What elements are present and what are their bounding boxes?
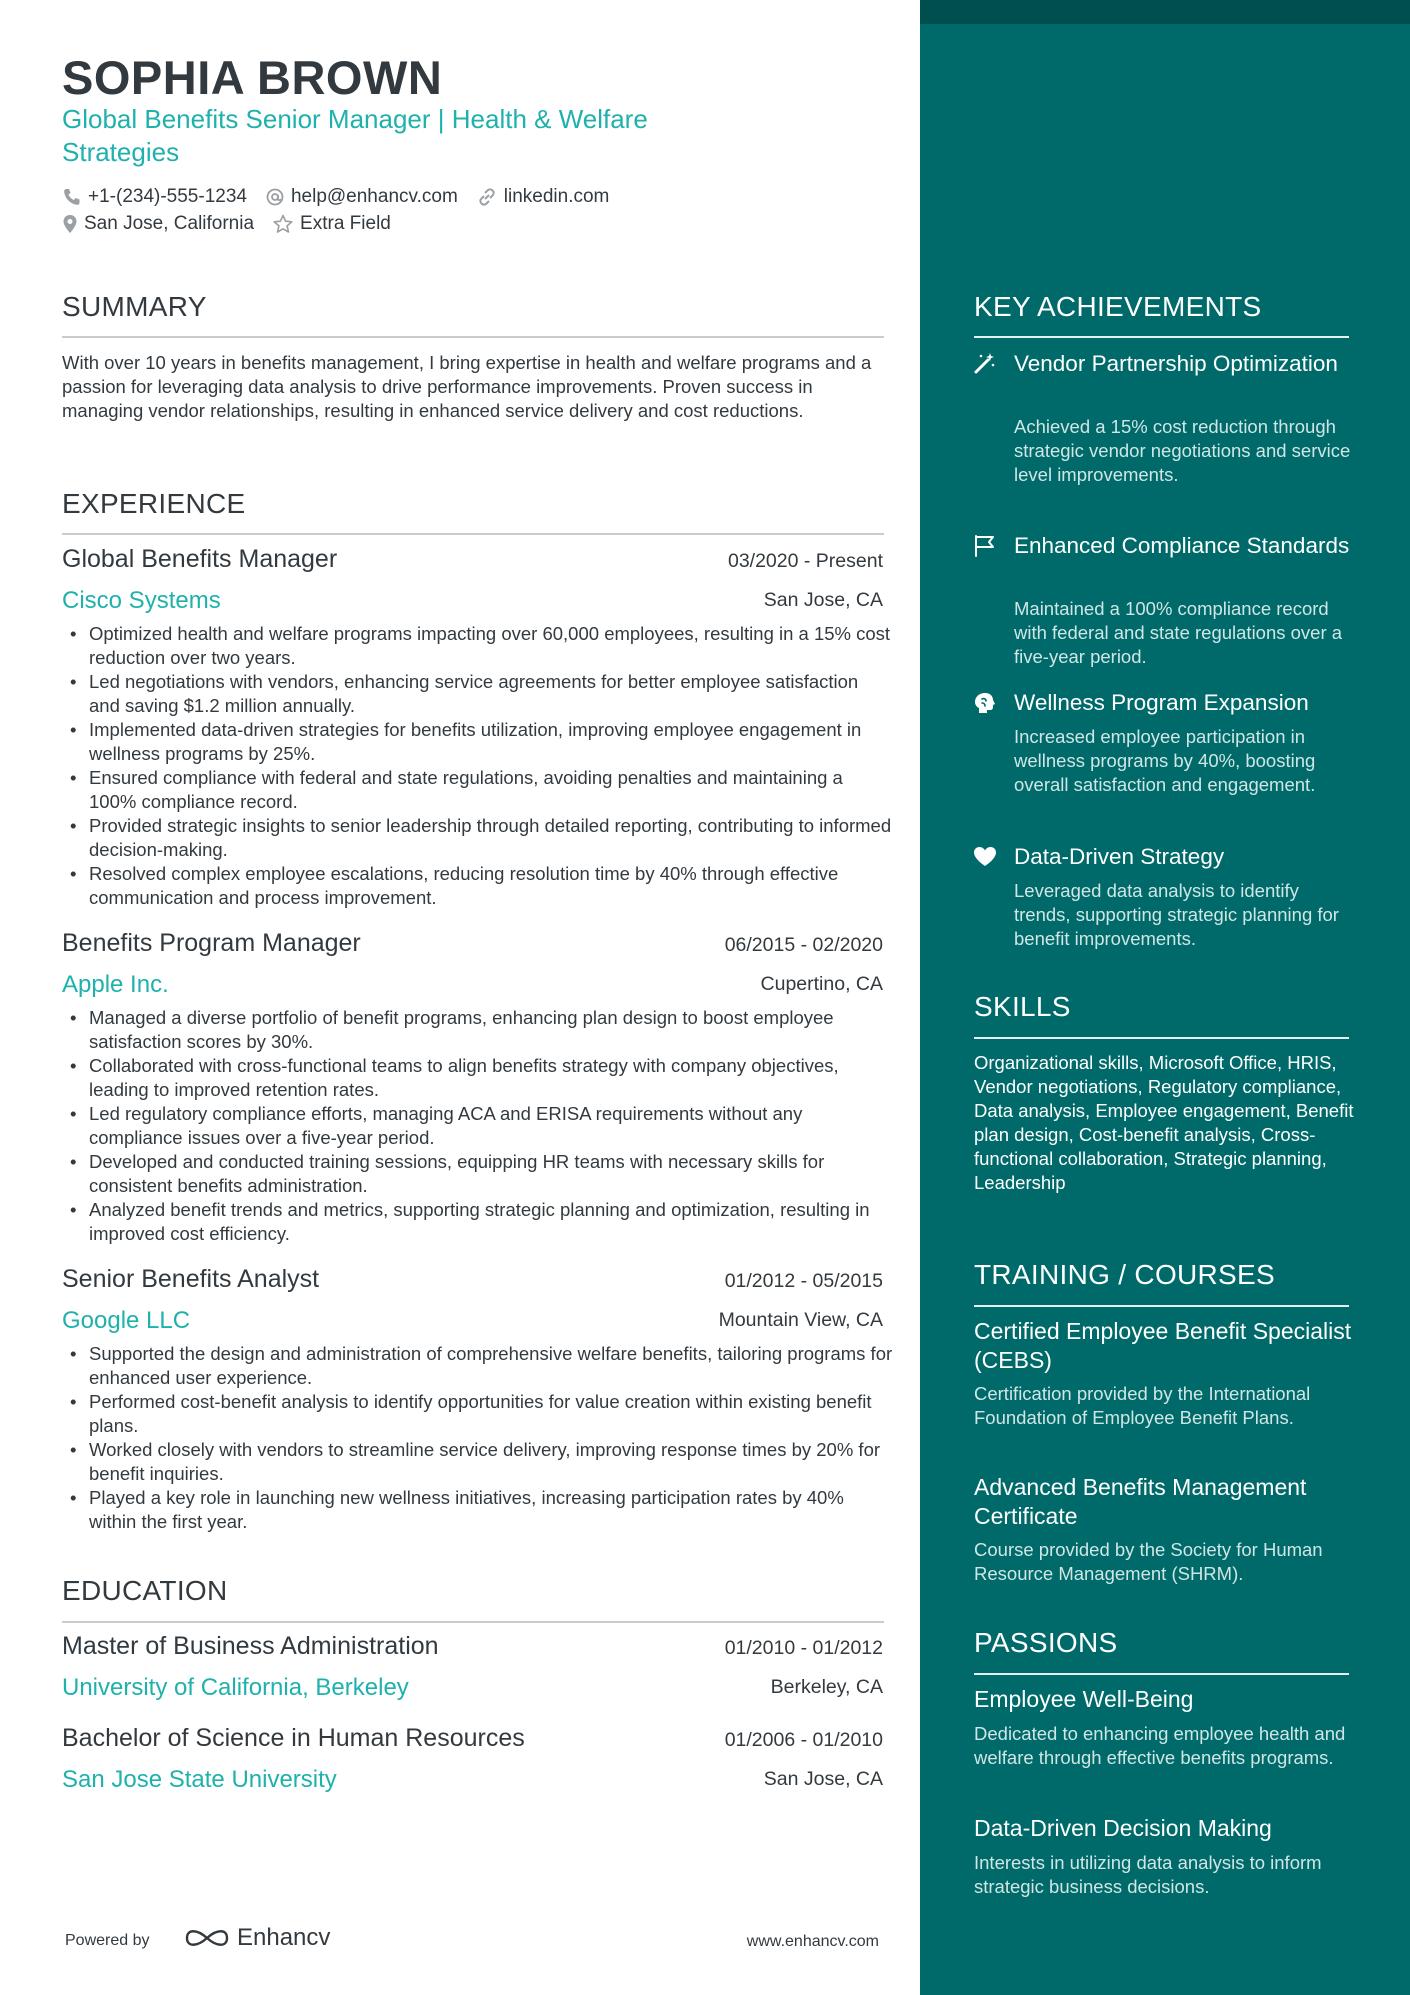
magic-wand-icon [972, 350, 998, 376]
summary-divider [62, 336, 884, 338]
job-company: Google LLC [62, 1307, 191, 1334]
sidebar-top-bar [920, 0, 1410, 24]
school-location: Berkeley, CA [770, 1676, 883, 1698]
achievement-title: Vendor Partnership Optimization [1014, 351, 1338, 376]
achievement-title: Data-Driven Strategy [1014, 844, 1225, 869]
achievement-title: Wellness Program Expansion [1014, 690, 1309, 715]
achievements-heading: KEY ACHIEVEMENTS [974, 291, 1262, 322]
experience-divider [62, 533, 884, 535]
candidate-name: SOPHIA BROWN [62, 51, 443, 104]
training-heading: TRAINING / COURSES [974, 1259, 1275, 1290]
email-item [265, 186, 458, 208]
linkedin-link[interactable]: linkedin.com [503, 186, 610, 207]
contact-row-1 [62, 186, 627, 208]
skills-heading: SKILLS [974, 991, 1071, 1022]
school-location: San Jose, CA [763, 1768, 883, 1790]
list-item: • Led negotiations with vendors, enhancing service agreements for better employee satisfaction and saving $1.2 million annually. [62, 670, 894, 718]
skills-divider [974, 1037, 1349, 1039]
at-icon [265, 187, 285, 207]
flag-icon [972, 533, 998, 559]
linkedin-item [476, 186, 610, 208]
passion-desc: Interests in utilizing data analysis to inform strategic business decisions. [974, 1852, 1322, 1897]
enhancv-logo-icon [183, 1925, 231, 1951]
summary-text: With over 10 years in benefits management, I bring expertise in health and welfare programs and a passion for leveraging data analysis to drive performance improvements. Proven success in managing vendor relationships, resulting in enhanced service delivery and cost reductions. [62, 352, 872, 421]
achievement-desc: Maintained a 100% compliance record with federal and state regulations over a five-year period. [1014, 598, 1343, 667]
job-location: Mountain View, CA [718, 1309, 883, 1331]
experience-heading: EXPERIENCE [62, 488, 246, 519]
course-title: Advanced Benefits Management Certificate [974, 1474, 1307, 1529]
list-item: • Provided strategic insights to senior leadership through detailed reporting, contributing to informed decision-making. [62, 814, 894, 862]
job-title: Senior Benefits Analyst [62, 1265, 320, 1293]
course-desc: Certification provided by the International Foundation of Employee Benefit Plans. [974, 1383, 1311, 1428]
phone-text[interactable]: +1-(234)-555-1234 [88, 186, 247, 207]
degree-dates: 01/2006 - 01/2010 [724, 1729, 883, 1751]
passion-desc: Dedicated to enhancing employee health and welfare through effective benefits programs. [974, 1723, 1346, 1768]
list-item: • Analyzed benefit trends and metrics, supporting strategic planning and optimization, resulting in improved cost efficiency. [62, 1198, 894, 1246]
job-bullets [62, 1006, 894, 1246]
passions-divider [974, 1673, 1349, 1675]
list-item: • Worked closely with vendors to streamline service delivery, improving response times by 20% for benefit inquiries. [62, 1438, 894, 1486]
enhancv-brand-text: Enhancv [237, 1924, 331, 1951]
job-dates: 03/2020 - Present [727, 550, 883, 572]
passion-title: Employee Well-Being [974, 1686, 1194, 1712]
job-company: Cisco Systems [62, 587, 221, 614]
list-item: • Played a key role in launching new wellness initiatives, increasing participation rates by 40% within the first year. [62, 1486, 894, 1534]
job-title: Benefits Program Manager [62, 929, 361, 957]
location-text: San Jose, California [84, 213, 255, 234]
location-item [62, 213, 254, 235]
course-desc: Course provided by the Society for Human Resource Management (SHRM). [974, 1539, 1323, 1584]
degree-title: Bachelor of Science in Human Resources [62, 1724, 525, 1752]
education-divider [62, 1621, 884, 1623]
extra-field-text: Extra Field [300, 213, 391, 234]
phone-item [62, 186, 247, 208]
course-title: Certified Employee Benefit Specialist (CEBS) [974, 1318, 1352, 1373]
job-location: Cupertino, CA [760, 973, 883, 995]
list-item: • Resolved complex employee escalations, reducing resolution time by 40% through effective communication and process improvement. [62, 862, 894, 910]
list-item: • Supported the design and administration of comprehensive welfare benefits, tailoring programs for enhanced user experience. [62, 1342, 894, 1390]
job-bullets [62, 622, 894, 910]
location-pin-icon [62, 214, 78, 234]
job-company: Apple Inc. [62, 971, 169, 998]
achievement-desc: Increased employee participation in wellness programs by 40%, boosting overall satisfaction and engagement. [1014, 726, 1316, 795]
list-item: • Implemented data-driven strategies for benefits utilization, improving employee engagement in wellness programs by 25%. [62, 718, 894, 766]
school-name: University of California, Berkeley [62, 1674, 409, 1701]
achievement-desc: Leveraged data analysis to identify trends, supporting strategic planning for benefit improvements. [1014, 880, 1339, 949]
star-icon [272, 214, 294, 234]
list-item: • Performed cost-benefit analysis to identify opportunities for value creation within existing benefit plans. [62, 1390, 894, 1438]
enhancv-logo[interactable] [183, 1924, 330, 1952]
summary-heading: SUMMARY [62, 291, 207, 322]
candidate-headline: Global Benefits Senior Manager | Health & Welfare Strategies [62, 104, 648, 167]
list-item: • Managed a diverse portfolio of benefit programs, enhancing plan design to boost employee satisfaction scores by 30%. [62, 1006, 894, 1054]
skills-text: Organizational skills, Microsoft Office, HRIS, Vendor negotiations, Regulatory compliance, Data analysis, Employee engagement, Benefit plan design, Cost-benefit analysis, Cross-functional collaboration, Strategic planning, Leadership [974, 1052, 1354, 1193]
training-divider [974, 1305, 1349, 1307]
passion-title: Data-Driven Decision Making [974, 1815, 1272, 1841]
education-heading: EDUCATION [62, 1575, 228, 1606]
degree-title: Master of Business Administration [62, 1632, 439, 1660]
heart-icon [972, 844, 998, 870]
passions-heading: PASSIONS [974, 1627, 1118, 1658]
powered-by-label: Powered by [65, 1932, 150, 1949]
degree-dates: 01/2010 - 01/2012 [724, 1637, 883, 1659]
contact-row-2 [62, 213, 409, 235]
job-title: Global Benefits Manager [62, 545, 338, 573]
list-item: • Ensured compliance with federal and state regulations, avoiding penalties and maintaining a 100% compliance record. [62, 766, 894, 814]
job-bullets [62, 1342, 894, 1534]
job-location: San Jose, CA [763, 589, 883, 611]
achievements-divider [974, 336, 1349, 338]
achievement-title: Enhanced Compliance Standards [1014, 533, 1350, 558]
phone-icon [62, 187, 82, 207]
job-dates: 01/2012 - 05/2015 [724, 1270, 883, 1292]
list-item: • Developed and conducted training sessions, equipping HR teams with necessary skills for consistent benefits administration. [62, 1150, 894, 1198]
brain-icon [972, 690, 998, 716]
achievement-desc: Achieved a 15% cost reduction through strategic vendor negotiations and service level improvements. [1014, 416, 1351, 485]
footer-website[interactable]: www.enhancv.com [746, 1933, 879, 1950]
school-name: San Jose State University [62, 1766, 337, 1793]
extra-field-item [272, 213, 391, 235]
link-icon [476, 187, 498, 207]
list-item: • Led regulatory compliance efforts, managing ACA and ERISA requirements without any compliance issues over a five-year period. [62, 1102, 894, 1150]
list-item: • Optimized health and welfare programs impacting over 60,000 employees, resulting in a 15% cost reduction over two years. [62, 622, 894, 670]
list-item: • Collaborated with cross-functional teams to align benefits strategy with company objectives, leading to improved retention rates. [62, 1054, 894, 1102]
job-dates: 06/2015 - 02/2020 [724, 934, 883, 956]
email-link[interactable]: help@enhancv.com [290, 186, 458, 207]
